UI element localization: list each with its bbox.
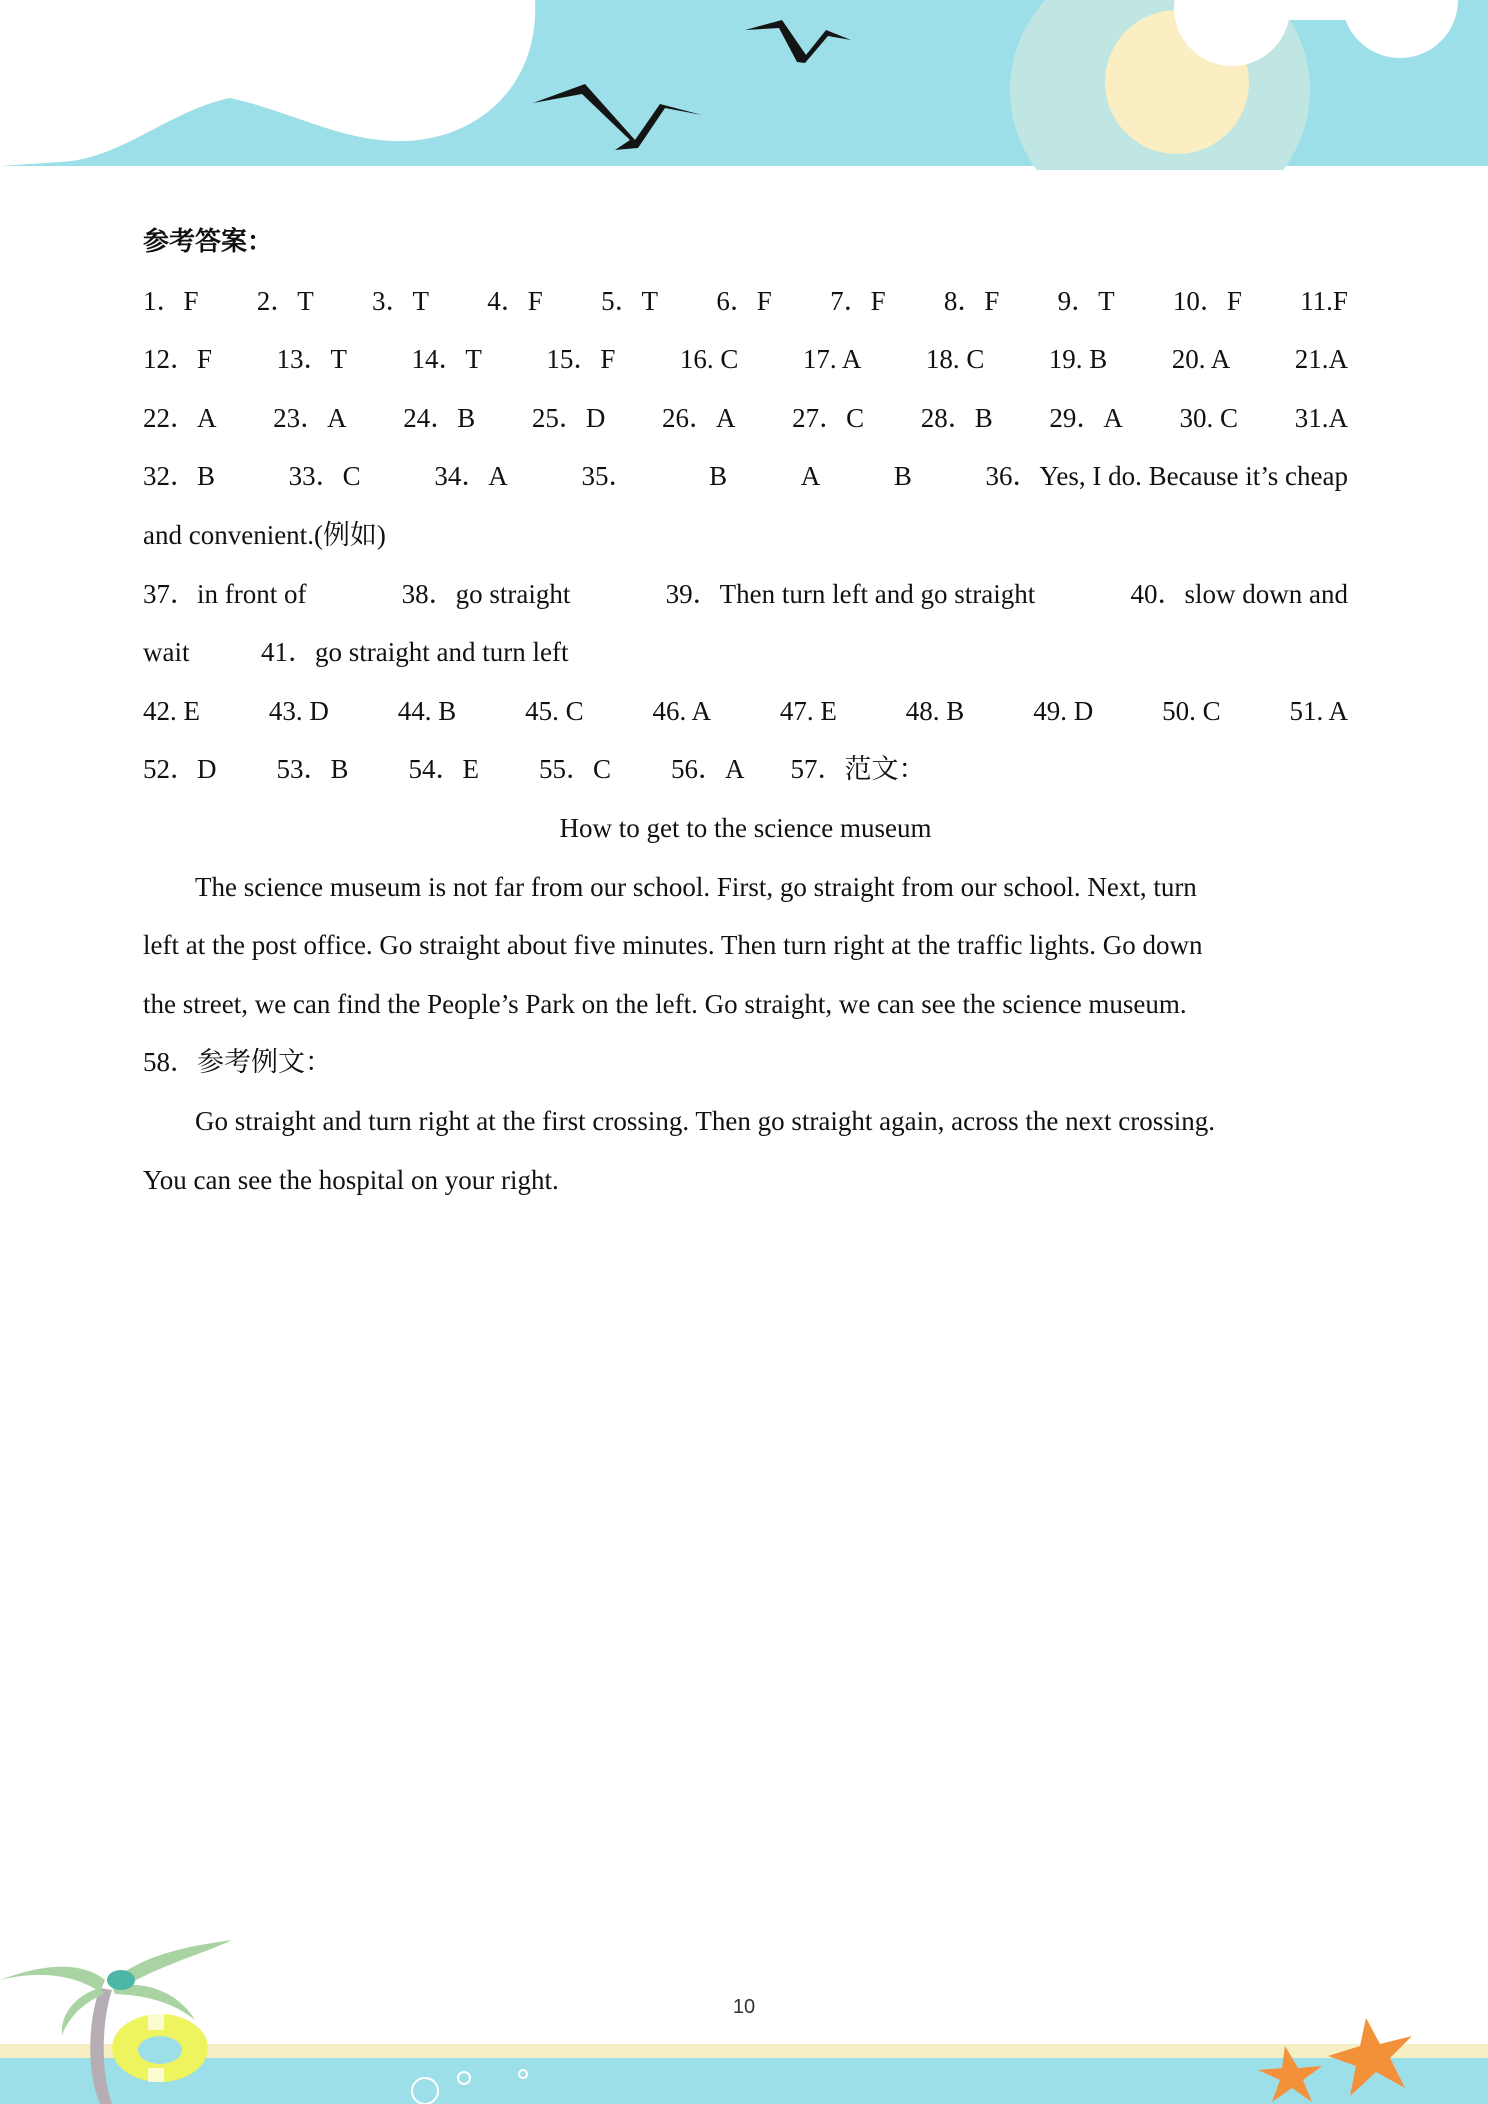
answer-row-1 — [143, 272, 1348, 331]
answer-item: 5．T — [601, 285, 659, 316]
answer-item: 10．F — [1172, 285, 1242, 316]
answer-item: 1．F — [143, 285, 199, 316]
answer-item: 46. A — [652, 695, 712, 726]
answer-item: 19. B — [1048, 344, 1108, 375]
answer-item: 11.F — [1300, 285, 1348, 316]
answer-item: 36．Yes, I do. Because it’s cheap — [985, 461, 1348, 492]
answer-item: 17. A — [802, 344, 862, 375]
answer-item: 9．T — [1057, 285, 1115, 316]
q58-line-1: Go straight and turn right at the first crossing. Then go straight again, across the next crossing. — [195, 1105, 1216, 1136]
answer-item: 42. E — [143, 695, 200, 726]
answer-40: 40．slow down and — [1130, 578, 1348, 609]
answer-item: 49. D — [1033, 695, 1094, 726]
answer-item: 34．A — [434, 461, 508, 492]
answer-item: 31.A — [1294, 402, 1348, 433]
answer-item: 50. C — [1162, 695, 1221, 726]
answer-item: 20. A — [1171, 344, 1231, 375]
answer-item: 22．A — [143, 402, 217, 433]
answer-item: 26．A — [662, 402, 736, 433]
answer-row-3 — [143, 389, 1348, 448]
header-decoration — [0, 0, 1488, 170]
answer-item: 30. C — [1179, 402, 1239, 433]
q58-label: 58．参考例文： — [143, 1047, 332, 1078]
answer-item: 12．F — [143, 344, 213, 375]
answer-item: 23．A — [273, 402, 347, 433]
answer-item: 43. D — [268, 695, 329, 726]
answer-item: 13．T — [276, 344, 347, 375]
answer-item: 4．F — [487, 285, 543, 316]
answer-item: 57．范文： — [790, 754, 926, 785]
answer-row-7 — [143, 682, 1348, 741]
page-number: 10 — [732, 1996, 756, 2018]
essay-line-1: The science museum is not far from our school. First, go straight from our school. Next, turn — [195, 871, 1197, 902]
answer-40-continued: wait — [143, 637, 190, 668]
answer-item: 51. A — [1289, 695, 1348, 726]
answer-row-4 — [143, 447, 1348, 506]
answer-heading: 参考答案： — [143, 227, 274, 257]
answer-item: 28．B — [920, 402, 993, 433]
answer-item: 25．D — [531, 402, 606, 433]
answer-item: 52．D — [143, 754, 217, 785]
answer-item: 7．F — [830, 285, 886, 316]
answer-item: 54．E — [408, 754, 480, 785]
answer-item: A — [800, 461, 821, 492]
answer-item: 18. C — [925, 344, 985, 375]
answer-item: 15．F — [546, 344, 616, 375]
answer-item: 6．F — [716, 285, 772, 316]
answer-item: 55．C — [539, 754, 612, 785]
answer-row-4-continued: and convenient.(例如) — [143, 519, 386, 550]
answer-38: 38．go straight — [401, 578, 571, 609]
answer-item: 8．F — [943, 285, 1000, 316]
answer-item: 48. B — [905, 695, 965, 726]
answer-item: 27．C — [792, 402, 865, 433]
swim-ring-icon — [112, 2014, 208, 2082]
answer-item: 45. C — [525, 695, 584, 726]
essay-line-3: the street, we can find the People’s Park on the left. Go straight, we can see the science museum. — [143, 988, 1187, 1019]
answer-item: 35． — [581, 461, 636, 492]
answer-row-2 — [143, 330, 1348, 389]
answer-item: 29．A — [1049, 402, 1123, 433]
answer-item: 14．T — [411, 344, 482, 375]
answer-item: 24．B — [403, 402, 476, 433]
answer-row-5 — [143, 565, 1348, 624]
answer-row-6 — [143, 623, 1348, 682]
answer-item: B — [893, 461, 912, 492]
answer-item: 56．A — [671, 754, 745, 785]
essay-title: How to get to the science museum — [559, 812, 932, 843]
answer-item: 44. B — [397, 695, 457, 726]
answer-item: 53．B — [276, 754, 349, 785]
answer-item: 2．T — [256, 285, 314, 316]
answer-41: 41．go straight and turn left — [261, 637, 569, 668]
answer-item: 33．C — [288, 461, 361, 492]
essay-line-2: left at the post office. Go straight about five minutes. Then turn right at the traffic lights. Go down — [143, 930, 1203, 961]
answer-row-8 — [143, 740, 1348, 799]
q58-line-2: You can see the hospital on your right. — [143, 1164, 559, 1195]
footer-decoration — [0, 1920, 1488, 2104]
answer-item: 47. E — [779, 695, 837, 726]
answer-item: 21.A — [1294, 344, 1348, 375]
answer-item: B — [709, 461, 728, 492]
answer-item: 3．T — [372, 285, 430, 316]
sea-band — [0, 2058, 1488, 2104]
answer-key — [143, 213, 1348, 1209]
answer-item: 16. C — [679, 344, 739, 375]
answer-item: 32．B — [143, 461, 216, 492]
sand-strip — [0, 2044, 1488, 2058]
answer-39: 39．Then turn left and go straight — [665, 578, 1036, 609]
answer-37: 37．in front of — [143, 578, 307, 609]
